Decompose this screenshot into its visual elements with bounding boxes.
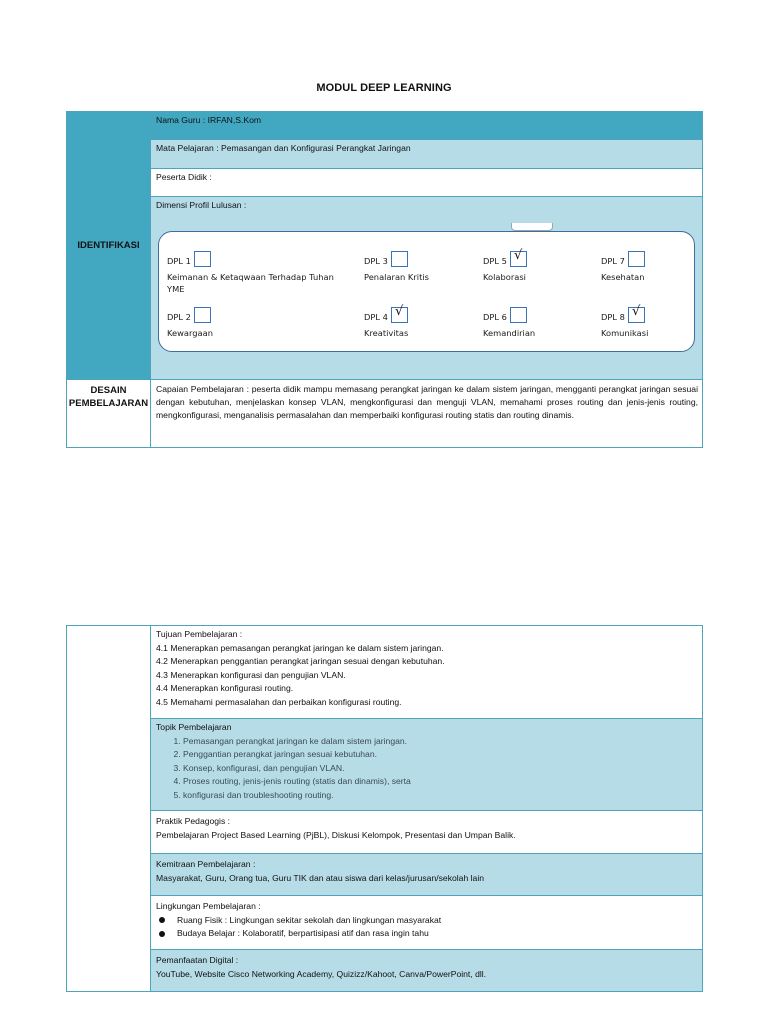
- dimensi-profil-cell: [151, 196, 702, 379]
- dpl-item-6: DPL 6 Kemandirian: [483, 307, 593, 339]
- dpl-2-checkbox: [194, 307, 211, 323]
- dpl-5-checkbox: √: [510, 251, 527, 267]
- desain-label: DESAIN PEMBELAJARAN: [67, 379, 151, 447]
- desain-label-continued: [67, 626, 151, 991]
- dpl-item-4: DPL 4 √ Kreativitas: [364, 307, 474, 339]
- dpl-item-8: DPL 8 √ Komunikasi: [601, 307, 691, 339]
- dimensi-profil-label: Dimensi Profil Lulusan :: [156, 200, 247, 210]
- kemitraan-text: Masyarakat, Guru, Orang tua, Guru TIK dan atau siswa dari kelas/jurusan/sekolah lain: [156, 872, 485, 883]
- dpl-3-name: Penalaran Kritis: [364, 272, 429, 282]
- digital-cell: [151, 949, 702, 991]
- tujuan-item: 4.2 Menerapkan penggantian perangkat jaringan sesuai dengan kebutuhan.: [156, 656, 445, 666]
- dpl-panel: [158, 231, 695, 352]
- desain-table-continued: [66, 625, 703, 992]
- identifikasi-label: IDENTIFIKASI: [67, 112, 151, 379]
- nama-guru-cell: [151, 112, 702, 139]
- dpl-1-name: Keimanan & Ketaqwaan Terhadap Tuhan YME: [167, 272, 334, 294]
- dpl-7-name: Kesehatan: [601, 272, 645, 282]
- dpl-8-name: Komunikasi: [601, 328, 649, 338]
- praktik-text: Pembelajaran Project Based Learning (PjBL), Diskusi Kelompok, Presentasi dan Umpan Balik.: [156, 829, 516, 840]
- mata-pelajaran: Mata Pelajaran : Pemasangan dan Konfigurasi Perangkat Jaringan: [156, 143, 411, 153]
- dpl-3-checkbox: [391, 251, 408, 267]
- tujuan-item: 4.5 Memahami permasalahan dan perbaikan konfigurasi routing.: [156, 696, 402, 707]
- tujuan-heading: Tujuan Pembelajaran :: [156, 629, 243, 639]
- capaian-cell: [151, 379, 702, 447]
- dpl-1-checkbox: [194, 251, 211, 267]
- tujuan-item: 4.3 Menerapkan konfigurasi dan pengujian VLAN.: [156, 669, 346, 680]
- lingkungan-item: Ruang Fisik : Lingkungan sekitar sekolah dan lingkungan masyarakat: [156, 914, 698, 928]
- topik-item: 3. Konsep, konfigurasi, dan pengujian VLAN.: [183, 762, 698, 776]
- document-title: MODUL DEEP LEARNING: [316, 82, 452, 94]
- dpl-5-name: Kolaborasi: [483, 272, 526, 282]
- dpl-6-checkbox: [510, 307, 527, 323]
- topik-item: 4. Proses routing, jenis-jenis routing (statis dan dinamis), serta: [183, 775, 698, 789]
- topik-cell: [151, 718, 702, 810]
- dpl-item-5: DPL 5 √ Kolaborasi: [483, 251, 593, 283]
- mata-pelajaran-cell: [151, 139, 702, 168]
- nama-guru: Nama Guru : IRFAN,S.Kom: [156, 115, 262, 125]
- praktik-cell: [151, 810, 702, 853]
- lingkungan-heading: Lingkungan Pembelajaran :: [156, 901, 261, 911]
- capaian-pembelajaran: Capaian Pembelajaran : peserta didik mampu memasang perangkat jaringan ke dalam sistem jaringan, mengganti perangkat jaringan sesuai dengan kebutuhan, menjelaskan konsep VLAN, mengkonfigurasi dan menguji VLAN, memahami proses routing dan jenis-jenis routing, mengkonfigurasi, menganalisis permasalahan dan memperbaiki konfigurasi routing statis dan routing dinamis.: [156, 384, 698, 420]
- dpl-6-name: Kemandirian: [483, 328, 536, 338]
- dpl-4-name: Kreativitas: [364, 328, 409, 338]
- digital-heading: Pemanfaatan Digital :: [156, 955, 239, 965]
- topik-item: 1. Pemasangan perangkat jaringan ke dalam sistem jaringan.: [183, 735, 698, 749]
- praktik-heading: Praktik Pedagogis :: [156, 816, 231, 826]
- topik-item: 2. Penggantian perangkat jaringan sesuai kebutuhan.: [183, 748, 698, 762]
- digital-text: YouTube, Website Cisco Networking Academy, Quizizz/Kahoot, Canva/PowerPoint, dll.: [156, 968, 487, 979]
- tujuan-cell: [151, 626, 702, 718]
- lingkungan-cell: [151, 895, 702, 949]
- kemitraan-heading: Kemitraan Pembelajaran :: [156, 859, 256, 869]
- peserta-didik: Peserta Didik :: [156, 172, 212, 182]
- lingkungan-item: Budaya Belajar : Kolaboratif, berpartisipasi atif dan rasa ingin tahu: [156, 927, 698, 941]
- peserta-didik-cell: [151, 168, 702, 196]
- dpl-item-3: DPL 3 Penalaran Kritis: [364, 251, 474, 283]
- dpl-item-2: DPL 2 Kewargaan: [167, 307, 317, 339]
- dpl-item-1: DPL 1 Keimanan & Ketaqwaan Terhadap Tuhan YME: [167, 251, 337, 295]
- dpl-item-7: DPL 7 Kesehatan: [601, 251, 691, 283]
- topik-heading: Topik Pembelajaran: [156, 722, 232, 732]
- embedded-object-handle: [511, 223, 553, 231]
- tujuan-item: 4.1 Menerapkan pemasangan perangkat jaringan ke dalam sistem jaringan.: [156, 642, 444, 653]
- identifikasi-table: [66, 111, 703, 448]
- dpl-8-checkbox: √: [628, 307, 645, 323]
- dpl-2-name: Kewargaan: [167, 328, 213, 338]
- kemitraan-cell: [151, 853, 702, 895]
- tujuan-item: 4.4 Menerapkan konfigurasi routing.: [156, 683, 294, 693]
- dpl-7-checkbox: [628, 251, 645, 267]
- topik-item: 5. konfigurasi dan troubleshooting routing.: [183, 789, 698, 803]
- dpl-4-checkbox: √: [391, 307, 408, 323]
